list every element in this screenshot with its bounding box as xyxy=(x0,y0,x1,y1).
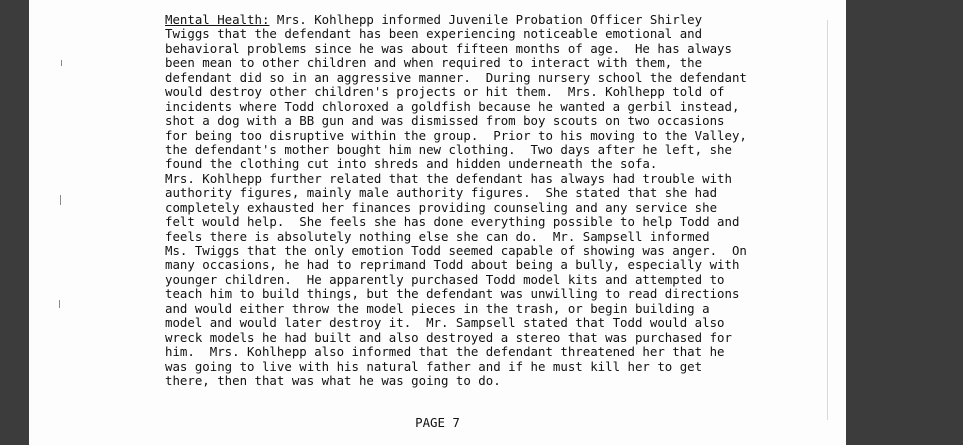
paragraph-line: authority figures, mainly male authority figures. She stated that she had xyxy=(165,185,718,201)
scan-artifact xyxy=(59,300,60,308)
paragraph-line: wreck models he had built and also destroyed a stereo that was purchased for xyxy=(165,329,732,345)
section-heading: Mental Health: xyxy=(165,12,270,27)
paragraph-line: Ms. Twiggs that the only emotion Todd seemed capable of showing was anger. On xyxy=(165,243,747,258)
paragraph-line: the defendant's mother bought him new clothing. Two days after he left, she xyxy=(165,141,732,157)
document-page xyxy=(29,0,846,445)
paragraph-line: behavioral problems since he was about fifteen months of age. He has always xyxy=(165,40,732,56)
paragraph-line: shot a dog with a BB gun and was dismissed from boy scouts on two occasions xyxy=(165,113,725,129)
paragraph-line: model and would later destroy it. Mr. Sampsell stated that Todd would also xyxy=(165,315,725,331)
paragraph-line: would destroy other children's projects or hit them. Mrs. Kohlhepp told of xyxy=(165,84,725,100)
paragraph-line: been mean to other children and when required to interact with them, the xyxy=(165,55,703,71)
paragraph-line: completely exhausted her finances providing counseling and any service she xyxy=(165,199,718,215)
scan-artifact xyxy=(827,20,828,420)
paragraph-line: for being too disruptive within the group. Prior to his moving to the Valley, xyxy=(165,127,747,143)
paragraph-line: him. Mrs. Kohlhepp also informed that the defendant threatened her that he xyxy=(165,344,725,360)
paragraph-line: Mrs. Kohlhepp further related that the defendant has always had trouble with xyxy=(165,170,732,186)
paragraph-line: felt would help. She feels she has done everything possible to help Todd and xyxy=(165,214,740,230)
paragraph-line: Mental Health: Mrs. Kohlhepp informed Juvenile Probation Officer Shirley xyxy=(165,12,703,27)
paragraph-line: many occasions, he had to reprimand Todd about being a bully, especially with xyxy=(165,257,740,273)
mental-health-section xyxy=(165,12,747,388)
paragraph-line: was going to live with his natural father and if he must kill her to get xyxy=(165,358,703,374)
scan-artifact xyxy=(61,60,62,66)
paragraph-line: Twiggs that the defendant has been experiencing noticeable emotional and xyxy=(165,26,703,42)
paragraph-line: younger children. He apparently purchased Todd model kits and attempted to xyxy=(165,271,725,287)
page-number: PAGE 7 xyxy=(415,415,460,430)
viewer-left-margin xyxy=(0,0,29,445)
viewer-right-margin xyxy=(846,0,963,445)
paragraph-line: found the clothing cut into shreds and hidden underneath the sofa. xyxy=(165,156,658,172)
paragraph-line: feels there is absolutely nothing else she can do. Mr. Sampsell informed xyxy=(165,228,710,244)
paragraph-line: incidents where Todd chloroxed a goldfish because he wanted a gerbil instead, xyxy=(165,98,740,114)
scan-artifact xyxy=(60,195,61,205)
paragraph-line: there, then that was what he was going to do. xyxy=(165,372,501,388)
paragraph-line: teach him to build things, but the defendant was unwilling to read directions xyxy=(165,286,740,302)
paragraph-line: defendant did so in an aggressive manner. During nursery school the defendant xyxy=(165,69,747,85)
paragraph-line: and would either throw the model pieces in the trash, or begin building a xyxy=(165,300,710,316)
